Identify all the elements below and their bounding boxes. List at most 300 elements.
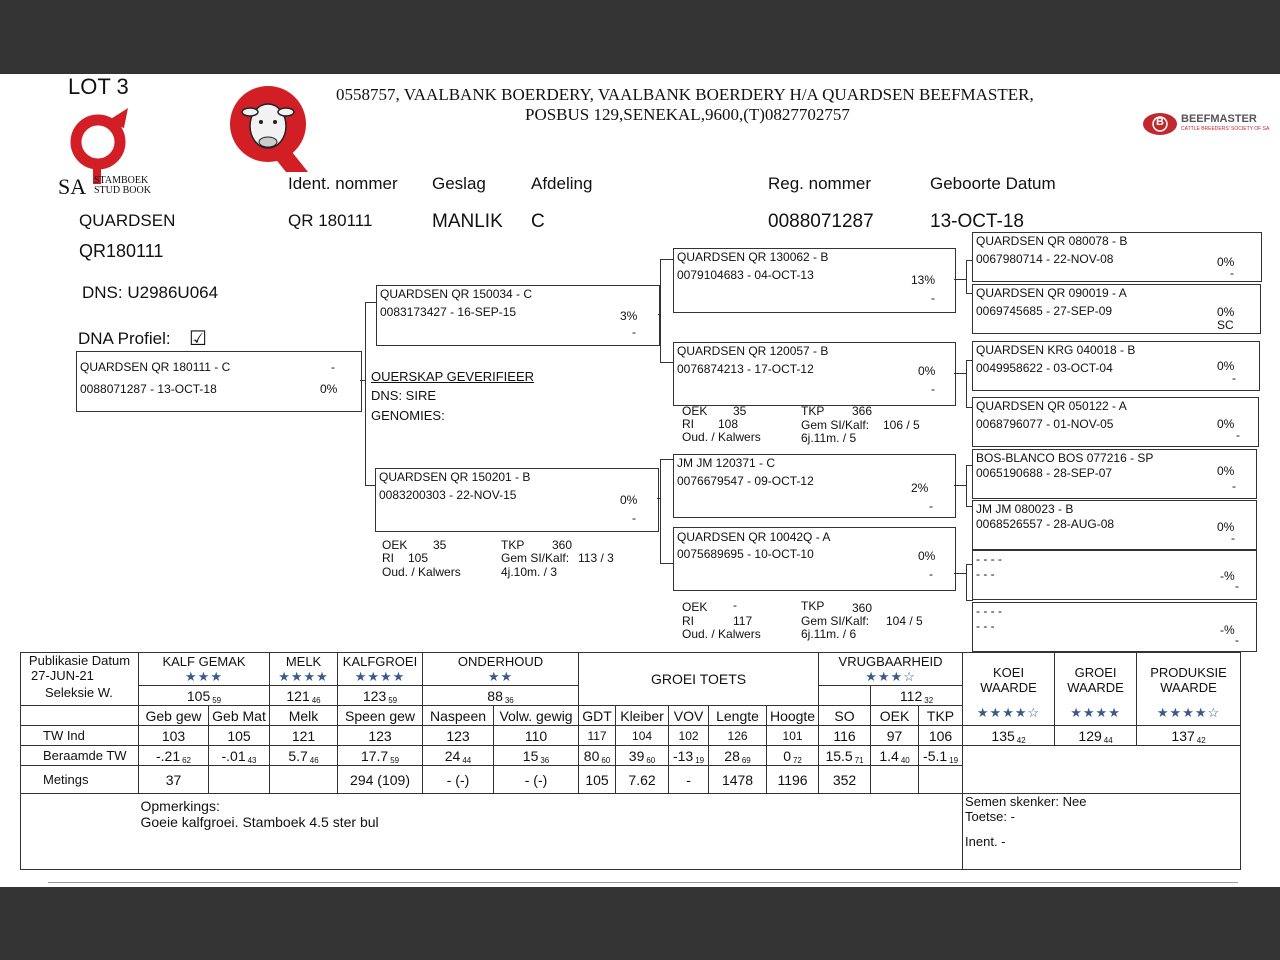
dna-profiel-label: DNA Profiel: xyxy=(78,329,171,348)
gp-1-pct: 13% xyxy=(911,273,936,287)
tw-value: 126 xyxy=(727,728,748,743)
dam-oek-label: OEK xyxy=(382,538,408,552)
onderhoud-sel xyxy=(423,686,579,706)
tw-label: TW Ind xyxy=(21,726,139,746)
tw-value: 102 xyxy=(678,728,699,743)
performance-table xyxy=(20,652,1241,870)
met-cell: 1196 xyxy=(767,766,819,794)
met-cell xyxy=(919,766,963,794)
lot-label: LOT 3 xyxy=(68,74,129,99)
ggp-box-4 xyxy=(972,397,1259,447)
vrug-val: 112 xyxy=(899,687,923,704)
ggp-box-8 xyxy=(972,602,1257,652)
be-cell xyxy=(709,746,767,766)
onderhoud-val: 88 xyxy=(487,687,503,704)
gp-stats-2-ri: 117 xyxy=(733,614,753,628)
ggp-6-pct: 0% xyxy=(1217,520,1235,534)
tw-row xyxy=(21,726,1241,746)
ggp-4-name: QUARDSEN QR 050122 - A xyxy=(976,399,1127,413)
dam-pct: 0% xyxy=(620,493,638,507)
sa-logo-text xyxy=(94,176,151,196)
animal-dob: 13-OCT-18 xyxy=(930,211,1024,232)
certificate-page xyxy=(0,74,1280,887)
ggp-8-reg: - - - xyxy=(976,619,995,633)
dam-name: QUARDSEN QR 150201 - B xyxy=(379,470,531,484)
animal-reg: 0088071287 xyxy=(768,211,874,232)
met-label: Metings xyxy=(21,766,139,794)
met-cell: 352 xyxy=(819,766,871,794)
column-header: TKP xyxy=(919,706,963,726)
melk-header xyxy=(270,653,338,686)
tw-value: 104 xyxy=(632,728,653,743)
tw-cell xyxy=(1055,726,1137,746)
ggp-box-5 xyxy=(972,449,1257,499)
gp-stats-1-tkp-label: TKP xyxy=(801,404,825,418)
be-acc: 46 xyxy=(309,755,319,765)
dam-tkp-label: TKP xyxy=(501,538,525,552)
self-dash: - xyxy=(331,360,335,374)
met-cell: 1478 xyxy=(709,766,767,794)
tw-acc: 42 xyxy=(1016,735,1026,745)
dam-gem: 113 / 3 xyxy=(578,551,614,565)
dam-reg: 0083200303 - 22-NOV-15 xyxy=(379,488,517,502)
ggp-2-pct: 0% xyxy=(1217,305,1235,319)
gp-stats-1-tkp: 366 xyxy=(852,404,873,418)
self-reg: 0088071287 - 13-OCT-18 xyxy=(80,382,217,396)
beefmaster-name: BEEFMASTER xyxy=(1181,113,1257,125)
gp-stats-1-ri-label: RI xyxy=(682,417,694,431)
gp-2-reg: 0076874213 - 17-OCT-12 xyxy=(677,362,814,376)
produksie-stars-icon: ★★★★☆ xyxy=(1156,705,1221,720)
semen-text: Semen skenker: Nee xyxy=(965,794,1087,809)
be-acc: 60 xyxy=(601,755,611,765)
notes-cell xyxy=(963,794,1241,870)
column-header: Geb gew xyxy=(139,706,209,726)
gp-box-2 xyxy=(673,342,956,406)
be-value: 0 xyxy=(783,747,791,764)
onderhoud-acc: 36 xyxy=(504,695,514,705)
tw-cell xyxy=(423,726,494,746)
groei-header xyxy=(1055,653,1137,726)
kalfgroei-stars-icon: ★★★★ xyxy=(354,668,406,684)
gp-3-pct: 2% xyxy=(911,481,929,495)
tw-value: 97 xyxy=(886,727,903,744)
column-header: Hoogte xyxy=(767,706,819,726)
gp-2-pct: 0% xyxy=(918,364,936,378)
column-header: OEK xyxy=(871,706,919,726)
gp-4-reg: 0075689695 - 10-OCT-10 xyxy=(677,547,814,561)
tw-value: 135 xyxy=(991,727,1015,744)
gp-3-dash: - xyxy=(929,499,933,513)
tw-cell xyxy=(963,726,1055,746)
tw-cell xyxy=(709,726,767,746)
ggp-5-dash: - xyxy=(1232,479,1236,493)
be-cell xyxy=(139,746,209,766)
ggp-3-reg: 0049958622 - 03-OCT-04 xyxy=(976,361,1113,375)
ggp-box-2 xyxy=(972,284,1261,334)
groei-stars-icon: ★★★★ xyxy=(1070,705,1121,720)
ggp-box-6 xyxy=(972,500,1257,550)
gp-stats-1-oek-label: OEK xyxy=(682,404,708,418)
tw-cell xyxy=(767,726,819,746)
be-value: 24 xyxy=(444,747,461,764)
gp-3-name: JM JM 120371 - C xyxy=(677,456,776,470)
koei-label: KOEI WAARDE xyxy=(980,665,1037,695)
be-cell xyxy=(767,746,819,766)
sire-name: QUARDSEN QR 150034 - C xyxy=(380,287,533,301)
ggp-2-name: QUARDSEN QR 090019 - A xyxy=(976,286,1127,300)
met-blank xyxy=(963,766,1241,794)
be-acc: 59 xyxy=(390,755,400,765)
melk-stars-icon: ★★★★ xyxy=(278,668,329,684)
gp-stats-1-oud: Oud. / Kalwers xyxy=(682,430,761,444)
ggp-box-3 xyxy=(972,341,1260,391)
opm-text: Goeie kalfgroei. Stamboek 4.5 ster bul xyxy=(140,814,379,830)
header-line2: POSBUS 129,SENEKAL,9600,(T)0827702757 xyxy=(525,105,850,124)
be-value: -5.1 xyxy=(923,747,948,764)
be-value: 15 xyxy=(522,747,539,764)
quardsen-q-logo xyxy=(226,82,338,178)
onderhoud-header xyxy=(423,653,579,686)
ggp-6-reg: 0068526557 - 28-AUG-08 xyxy=(976,517,1115,531)
ggp-2-dash: SC xyxy=(1217,318,1234,332)
sa-logo-bottom: STUD BOOK xyxy=(94,185,151,196)
gp-stats-1-oek: 35 xyxy=(733,404,747,418)
be-row xyxy=(21,746,1241,766)
be-acc: 19 xyxy=(949,755,959,765)
animal-ident: QR 180111 xyxy=(288,211,373,230)
met-row xyxy=(21,766,1241,794)
be-acc: 43 xyxy=(247,755,257,765)
melk-label: MELK xyxy=(285,653,322,669)
beefmaster-mark: B xyxy=(1156,116,1164,128)
met-cell: - xyxy=(669,766,709,794)
sa-logo-top: STAMBOEK xyxy=(94,175,149,186)
vrugbaarheid-label: VRUGBAARHEID xyxy=(838,653,943,669)
tw-cell xyxy=(494,726,579,746)
animal-dns: DNS: U2986U064 xyxy=(82,283,219,302)
opm-cell xyxy=(139,794,963,870)
gp-stats-2-gem: 104 / 5 xyxy=(886,614,923,628)
tw-cell xyxy=(270,726,338,746)
tw-cell xyxy=(1137,726,1241,746)
gp-box-1 xyxy=(673,248,956,313)
column-header: SO xyxy=(819,706,871,726)
gp-1-name: QUARDSEN QR 130062 - B xyxy=(677,250,829,264)
tw-cell xyxy=(919,726,963,746)
beefmaster-logo xyxy=(1143,112,1280,136)
tw-value: 129 xyxy=(1078,727,1102,744)
kalf-gemak-stars-icon: ★★★ xyxy=(185,668,223,684)
tw-cell xyxy=(338,726,423,746)
column-header: Naspeen xyxy=(423,706,494,726)
column-header: Lengte xyxy=(709,706,767,726)
be-cell xyxy=(819,746,871,766)
kalf-gemak-label: KALF GEMAK xyxy=(162,653,246,669)
tw-value: 137 xyxy=(1171,727,1195,744)
be-cell xyxy=(423,746,494,766)
tw-acc: 42 xyxy=(1196,735,1206,745)
be-acc: 72 xyxy=(792,755,802,765)
ggp-4-pct: 0% xyxy=(1217,417,1235,431)
produksie-header xyxy=(1137,653,1241,726)
be-value: 80 xyxy=(583,747,600,764)
ggp-7-name: - - - - xyxy=(976,552,1002,566)
tw-value: 116 xyxy=(833,727,856,744)
sa-logo-mark: SA xyxy=(58,174,87,199)
tw-acc: 44 xyxy=(1103,735,1113,745)
met-cell: 294 (109) xyxy=(338,766,423,794)
onderhoud-label: ONDERHOUD xyxy=(457,653,544,669)
geboorte-label: Geboorte Datum xyxy=(930,174,1056,193)
ggp-6-dash: - xyxy=(1231,531,1235,545)
be-cell xyxy=(494,746,579,766)
beefmaster-tag: CATTLE BREEDERS' SOCIETY OF SA xyxy=(1181,126,1270,132)
be-value: 17.7 xyxy=(360,747,389,764)
column-header: VOV xyxy=(669,706,709,726)
met-cell: 37 xyxy=(139,766,209,794)
produksie-label: PRODUKSIE WAARDE xyxy=(1150,665,1227,695)
gp-4-dash: - xyxy=(929,567,933,581)
self-box xyxy=(76,351,362,412)
col-blank xyxy=(21,706,139,726)
be-value: -.01 xyxy=(221,747,246,764)
vrugbaarheid-stars-icon: ★★★☆ xyxy=(865,668,916,684)
be-value: -.21 xyxy=(155,747,181,764)
be-cell xyxy=(669,746,709,766)
kalfgroei-header xyxy=(338,653,423,686)
be-acc: 36 xyxy=(540,755,550,765)
gp-stats-1-ri: 108 xyxy=(718,417,739,431)
be-cell xyxy=(209,746,270,766)
gp-box-4 xyxy=(673,527,956,591)
met-cell: - (-) xyxy=(494,766,579,794)
groei-toets-header: GROEI TOETS xyxy=(579,653,819,706)
animal-geslag: MANLIK xyxy=(432,211,503,232)
vrug-blank xyxy=(819,686,871,706)
onderhoud-stars-icon: ★★ xyxy=(487,668,514,684)
gp-stats-2-gem-label: Gem SI/Kalf: xyxy=(801,614,870,628)
gp-stats-2-ri-label: RI xyxy=(682,614,694,628)
kalf-gemak-val: 105 xyxy=(186,687,211,704)
gp-2-dash: - xyxy=(931,382,935,396)
gp-3-reg: 0076679547 - 09-OCT-12 xyxy=(677,474,814,488)
column-header: Volw. gewig xyxy=(494,706,579,726)
groei-label: GROEI WAARDE xyxy=(1067,665,1124,695)
animal-code: QR180111 xyxy=(79,241,164,261)
self-name: QUARDSEN QR 180111 - C xyxy=(80,360,231,374)
be-cell xyxy=(338,746,423,766)
dam-gem-label: Gem SI/Kalf: xyxy=(501,551,570,565)
be-cell xyxy=(919,746,963,766)
tw-value: 123 xyxy=(368,727,392,744)
pub-date: 27-JUN-21 xyxy=(31,668,94,683)
ggp-8-dash: - xyxy=(1235,633,1239,647)
gp-box-3 xyxy=(673,454,956,518)
bottom-rule xyxy=(48,882,1238,883)
pub-cell xyxy=(21,653,139,706)
pub-label: Publikasie Datum xyxy=(28,653,131,668)
be-acc: 44 xyxy=(462,755,472,765)
column-header: Kleiber xyxy=(616,706,669,726)
gp-1-dash: - xyxy=(931,291,935,305)
kalf-gemak-sel xyxy=(139,686,270,706)
ggp-1-pct: 0% xyxy=(1217,255,1235,269)
ggp-8-pct: -% xyxy=(1220,623,1235,637)
tw-cell xyxy=(616,726,669,746)
gp-stats-1-gem: 106 / 5 xyxy=(883,418,920,432)
self-pct: 0% xyxy=(320,382,338,396)
ggp-3-dash: - xyxy=(1232,371,1236,385)
gp-stats-1-gem-label: Gem SI/Kalf: xyxy=(801,418,870,432)
kalf-gemak-header xyxy=(139,653,270,686)
met-cell: 105 xyxy=(579,766,616,794)
dam-ri-label: RI xyxy=(382,551,394,565)
gp-2-name: QUARDSEN QR 120057 - B xyxy=(677,344,829,358)
kalfgroei-sel xyxy=(338,686,423,706)
opm-label: Opmerkings: xyxy=(140,798,220,814)
ggp-7-pct: -% xyxy=(1220,569,1235,583)
ggp-box-7 xyxy=(972,550,1257,600)
tw-cell xyxy=(871,726,919,746)
ggp-4-dash: - xyxy=(1236,428,1240,442)
tw-cell xyxy=(139,726,209,746)
met-cell xyxy=(871,766,919,794)
be-acc: 60 xyxy=(646,755,656,765)
animal-name: QUARDSEN xyxy=(79,211,176,230)
tw-value: 103 xyxy=(161,727,186,744)
be-acc: 69 xyxy=(741,755,751,765)
sire-box xyxy=(376,285,660,346)
ggp-5-name: BOS-BLANCO BOS 077216 - SP xyxy=(976,451,1154,465)
met-cell: 7.62 xyxy=(616,766,669,794)
dam-age: 4j.10m. / 3 xyxy=(501,565,558,579)
dam-oek: 35 xyxy=(433,538,447,552)
tw-cell xyxy=(209,726,270,746)
tw-value: 123 xyxy=(446,727,470,744)
ggp-7-reg: - - - xyxy=(976,567,995,581)
kalfgroei-acc: 59 xyxy=(388,695,398,705)
be-value: 1.4 xyxy=(879,747,899,764)
met-cell xyxy=(209,766,270,794)
ggp-8-name: - - - - xyxy=(976,604,1002,618)
column-header: Melk xyxy=(270,706,338,726)
ggp-2-reg: 0069745685 - 27-SEP-09 xyxy=(976,304,1113,318)
gp-4-pct: 0% xyxy=(918,549,936,563)
met-cell xyxy=(270,766,338,794)
ggp-3-pct: 0% xyxy=(1217,359,1235,373)
dam-tkp: 360 xyxy=(552,538,573,552)
ident-label: Ident. nommer xyxy=(288,174,398,193)
tw-value: 101 xyxy=(782,728,803,743)
be-cell xyxy=(871,746,919,766)
be-cell xyxy=(616,746,669,766)
sire-pct: 3% xyxy=(620,309,638,323)
be-acc: 71 xyxy=(854,755,864,765)
animal-afdeling: C xyxy=(531,211,545,232)
be-acc: 62 xyxy=(182,755,192,765)
dam-oud: Oud. / Kalwers xyxy=(382,565,461,579)
dam-ri: 105 xyxy=(408,551,429,565)
be-blank xyxy=(963,746,1241,766)
tw-value: 110 xyxy=(524,727,548,744)
ggp-5-pct: 0% xyxy=(1217,464,1235,478)
sire-dash: - xyxy=(632,325,636,339)
geslag-label: Geslag xyxy=(432,174,486,193)
be-value: 39 xyxy=(628,747,645,764)
dna-checkbox-icon: ☑ xyxy=(189,328,207,350)
kalf-gemak-acc: 59 xyxy=(212,695,222,705)
opm-blank xyxy=(21,794,139,870)
vrug-acc: 32 xyxy=(924,695,934,705)
sire-reg: 0083173427 - 16-SEP-15 xyxy=(380,305,517,319)
gp-stats-2-oud: Oud. / Kalwers xyxy=(682,627,761,641)
tw-cell xyxy=(579,726,616,746)
be-cell xyxy=(270,746,338,766)
koei-stars-icon: ★★★★☆ xyxy=(976,705,1041,720)
vrugbaarheid-header xyxy=(819,653,963,686)
ggp-1-reg: 0067980714 - 22-NOV-08 xyxy=(976,252,1114,266)
be-acc: 40 xyxy=(900,755,910,765)
header-line1: 0558757, VAALBANK BOERDERY, VAALBANK BOERDERY H/A QUARDSEN BEEFMASTER, xyxy=(336,85,1034,104)
column-header: Speen gew xyxy=(338,706,423,726)
be-acc: 19 xyxy=(695,755,705,765)
be-value: -13 xyxy=(672,747,694,764)
be-label: Beraamde TW xyxy=(21,746,139,766)
be-cell xyxy=(579,746,616,766)
gp-1-reg: 0079104683 - 04-OCT-13 xyxy=(677,268,814,282)
reg-label: Reg. nommer xyxy=(768,174,871,193)
tw-value: 117 xyxy=(587,728,607,743)
ggp-1-name: QUARDSEN QR 080078 - B xyxy=(976,234,1128,248)
tw-value: 121 xyxy=(291,727,316,744)
melk-val: 121 xyxy=(286,687,310,704)
gp-stats-2-tkp: 360 xyxy=(852,601,873,615)
melk-sel xyxy=(270,686,338,706)
column-header: GDT xyxy=(579,706,616,726)
afdeling-label: Afdeling xyxy=(531,174,593,193)
gp-stats-1-age: 6j.11m. / 5 xyxy=(801,431,857,445)
tw-cell xyxy=(669,726,709,746)
be-value: 5.7 xyxy=(288,747,308,764)
parentage-dns: DNS: SIRE xyxy=(371,388,437,403)
ggp-3-name: QUARDSEN KRG 040018 - B xyxy=(976,343,1136,357)
parentage-title: OUERSKAP GEVERIFIEER xyxy=(371,369,535,384)
be-value: 15.5 xyxy=(825,747,853,764)
gp-stats-2-oek: - xyxy=(733,598,737,612)
met-cell: - (-) xyxy=(423,766,494,794)
vrug-sel xyxy=(871,686,963,706)
tw-value: 105 xyxy=(227,727,251,744)
toetse-text: Toetse: - xyxy=(965,809,1015,824)
tw-cell xyxy=(819,726,871,746)
kalfgroei-val: 123 xyxy=(362,687,387,704)
gp-4-name: QUARDSEN QR 10042Q - A xyxy=(677,530,831,544)
seleksie-label: Seleksie W. xyxy=(45,685,113,700)
tw-value: 106 xyxy=(928,727,953,744)
dam-dash: - xyxy=(632,511,636,525)
ggp-7-dash: - xyxy=(1235,579,1239,593)
inent-text: Inent. - xyxy=(965,834,1006,849)
ggp-6-name: JM JM 080023 - B xyxy=(976,502,1074,516)
parentage-genomies: GENOMIES: xyxy=(371,408,445,423)
gp-stats-2-age: 6j.11m. / 6 xyxy=(801,627,857,641)
koei-header xyxy=(963,653,1055,726)
ggp-4-reg: 0068796077 - 01-NOV-05 xyxy=(976,417,1114,431)
column-header: Geb Mat xyxy=(209,706,270,726)
gp-stats-2-tkp-label: TKP xyxy=(801,599,825,613)
ggp-5-reg: 0065190688 - 28-SEP-07 xyxy=(976,466,1113,480)
